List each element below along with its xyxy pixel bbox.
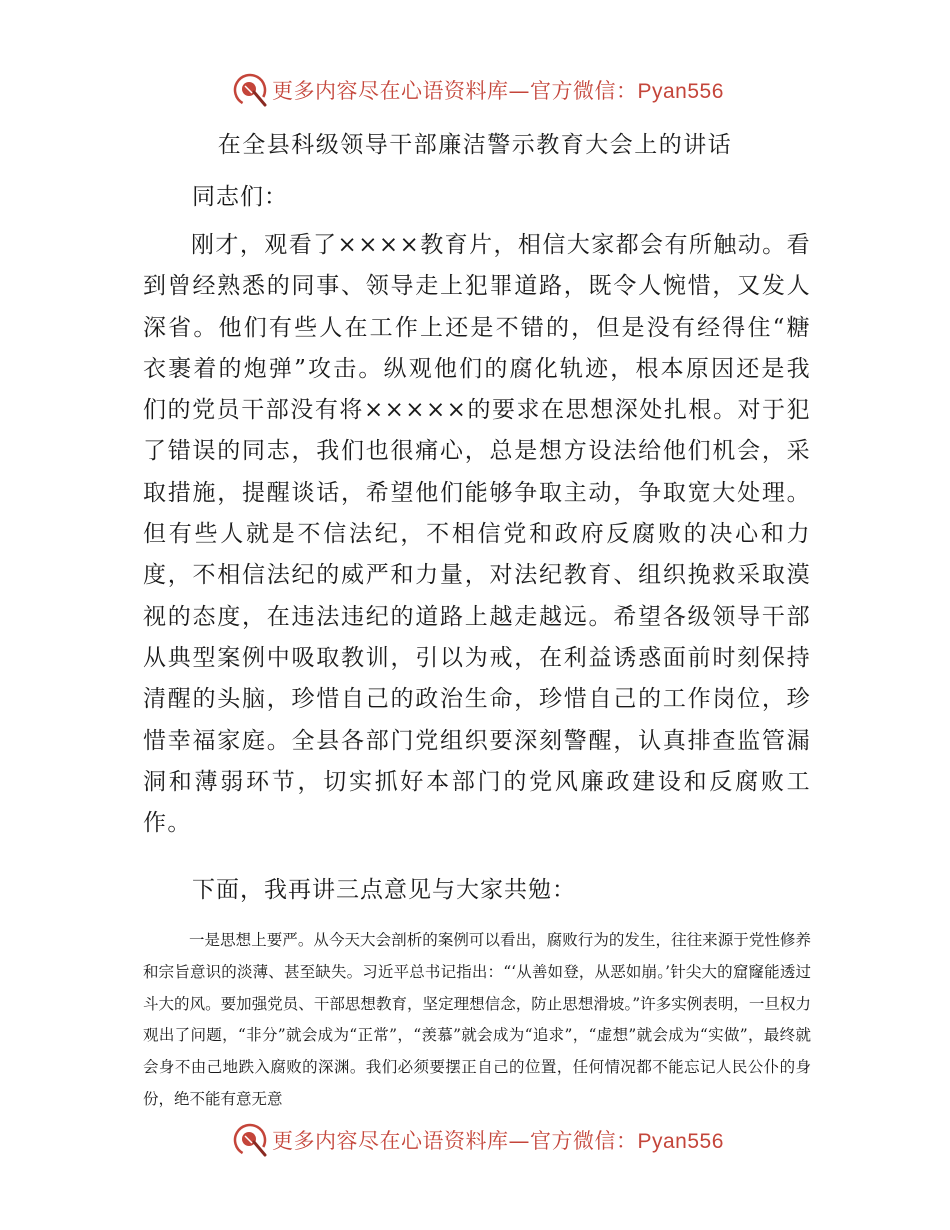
body-paragraph-2: 一是思想上要严。从今天大会剖析的案例可以看出，腐败行为的发生，往往来源于党性修养和宗旨意识的淡薄、甚至缺失。习近平总书记指出：“‘从善如登，从恶如崩。’针尖大的窟窿能透过斗大的风。要加强党员、干部思想教育，坚定理想信念，防止思想滑坡。”许多实例表明，一旦权力观出了问题，“非分”就会成为“正常”，“羡慕”就会成为“追求”，“虚想”就会成为“实做”，最终就会身不由己地跌入腐败的深渊。我们必须要摆正自己的位置，任何情况都不能忘记人民公仆的身份，绝不能有意无意	[143, 931, 811, 1108]
salutation: 同志们：	[192, 184, 288, 210]
watermark-banner-bottom	[0, 1120, 950, 1160]
watermark-logo-icon	[232, 1122, 268, 1158]
intro-line: 下面，我再讲三点意见与大家共勉：	[192, 877, 576, 903]
body-paragraph-1: 刚才，观看了××××教育片，相信大家都会有所触动。看到曾经熟悉的同事、领导走上犯罪道路，既令人惋惜，又发人深省。他们有些人在工作上还是不错的，但是没有经得住“糖衣裹着的炮弹”攻击。纵观他们的腐化轨迹，根本原因还是我们的党员干部没有将×××××的要求在思想深处扎根。对于犯了错误的同志，我们也很痛心，总是想方设法给他们机会，采取措施，提醒谈话，希望他们能够争取主动，争取宽大处理。但有些人就是不信法纪，不相信党和政府反腐败的决心和力度，不相信法纪的威严和力量，对法纪教育、组织挽救采取漠视的态度，在违法违纪的道路上越走越远。希望各级领导干部从典型案例中吸取教训，引以为戒，在利益诱惑面前时刻保持清醒的头脑，珍惜自己的政治生命，珍惜自己的工作岗位，珍惜幸福家庭。全县各部门党组织要深刻警醒，认真排查监管漏洞和薄弱环节，切实抓好本部门的党风廉政建设和反腐败工作。	[143, 232, 811, 837]
document-title: 在全县科级领导干部廉洁警示教育大会上的讲话	[217, 132, 733, 158]
watermark-text: 更多内容尽在心语资料库—官方微信：Pyan556	[272, 1129, 724, 1153]
watermark-logo-icon	[232, 72, 268, 108]
watermark-text: 更多内容尽在心语资料库—官方微信：Pyan556	[272, 79, 724, 103]
watermark-banner-top	[0, 70, 950, 110]
